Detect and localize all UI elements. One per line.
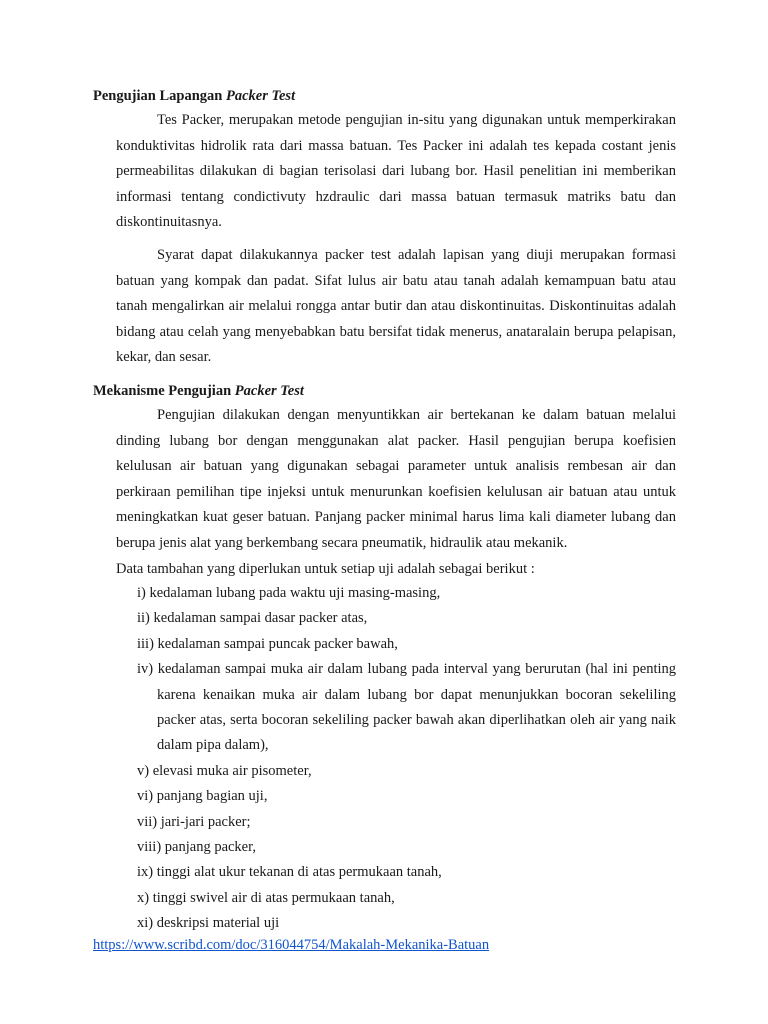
paragraph-additional-data-intro: Data tambahan yang diperlukan untuk setiap uji adalah sebagai berikut : xyxy=(116,561,535,577)
source-link[interactable]: https://www.scribd.com/doc/316044754/Makalah-Mekanika-Batuan xyxy=(93,937,490,953)
list-item: vi) panjang bagian uji, xyxy=(137,788,268,805)
list-item: ix) tinggi alat ukur tekanan di atas permukaan tanah, xyxy=(137,864,442,881)
list-item: viii) panjang packer, xyxy=(137,839,256,856)
list-item: v) elevasi muka air pisometer, xyxy=(137,762,312,779)
list-item: vii) jari-jari packer; xyxy=(137,813,251,830)
heading-text: Mekanisme Pengujian xyxy=(93,383,232,399)
additional-data-list xyxy=(137,581,676,937)
list-item: iv) kedalaman sampai muka air dalam lubang pada interval yang berurutan (hal ini penting karena kenaikan muka air dalam lubang bor dapat menunjukkan bocoran sekeliling packer atas, serta bocoran sekeliling packer bawah akan diperlihatkan oleh air yang naik dalam pipa dalam), xyxy=(137,661,676,754)
list-item: i) kedalaman lubang pada waktu uji masing-masing, xyxy=(137,585,441,601)
heading-italic-text: Packer Test xyxy=(225,88,296,104)
paragraph-packer-test-definition: Tes Packer, merupakan metode pengujian in-situ yang digunakan untuk memperkirakan konduktivitas hidrolik rata dari massa batuan. Tes Packer ini adalah tes kepada costant jenis permeabilitas dilakukan di bagian terisolasi dari lubang bor. Hasil penelitian ini memberikan informasi tentang condictivuty hzdraulic dari massa batuan termasuk matriks batu dan diskontinuitasnya. xyxy=(116,112,676,231)
list-item: ii) kedalaman sampai dasar packer atas, xyxy=(137,610,368,627)
section-heading-pengujian-lapangan xyxy=(93,88,295,105)
list-item: xi) deskripsi material uji xyxy=(137,915,280,932)
heading-text: Pengujian Lapangan xyxy=(93,88,223,104)
list-item: x) tinggi swivel air di atas permukaan tanah, xyxy=(137,889,395,906)
list-item: iii) kedalaman sampai puncak packer bawah, xyxy=(137,635,398,652)
section-heading-mekanisme-pengujian xyxy=(93,383,304,400)
heading-italic-text: Packer Test xyxy=(234,383,304,399)
paragraph-testing-mechanism: Pengujian dilakukan dengan menyuntikkan air bertekanan ke dalam batuan melalui dinding lubang bor dengan menggunakan alat packer. Hasil pengujian berupa koefisien kelulusan air batuan yang digunakan sebagai parameter untuk analisis rembesan air dan perkiraan pemilihan tipe injeksi untuk menurunkan koefisien kelulusan air batuan atau untuk meningkatkan kuat geser batuan. Panjang packer minimal harus lima kali diameter lubang dan berupa jenis alat yang berkembang secara pneumatik, hidraulik atau mekanik. xyxy=(116,407,676,551)
paragraph-packer-test-requirements: Syarat dapat dilakukannya packer test adalah lapisan yang diuji merupakan formasi batuan yang kompak dan padat. Sifat lulus air batu atau tanah adalah kemampuan batu atau tanah mengalirkan air melalui rongga antar butir dan atau diskontinuitas. Diskontinuitas adalah bidang atau celah yang menyebabkan batu bersifat tidak menerus, anataralain berupa pelapisan, kekar, dan sesar. xyxy=(116,247,676,366)
